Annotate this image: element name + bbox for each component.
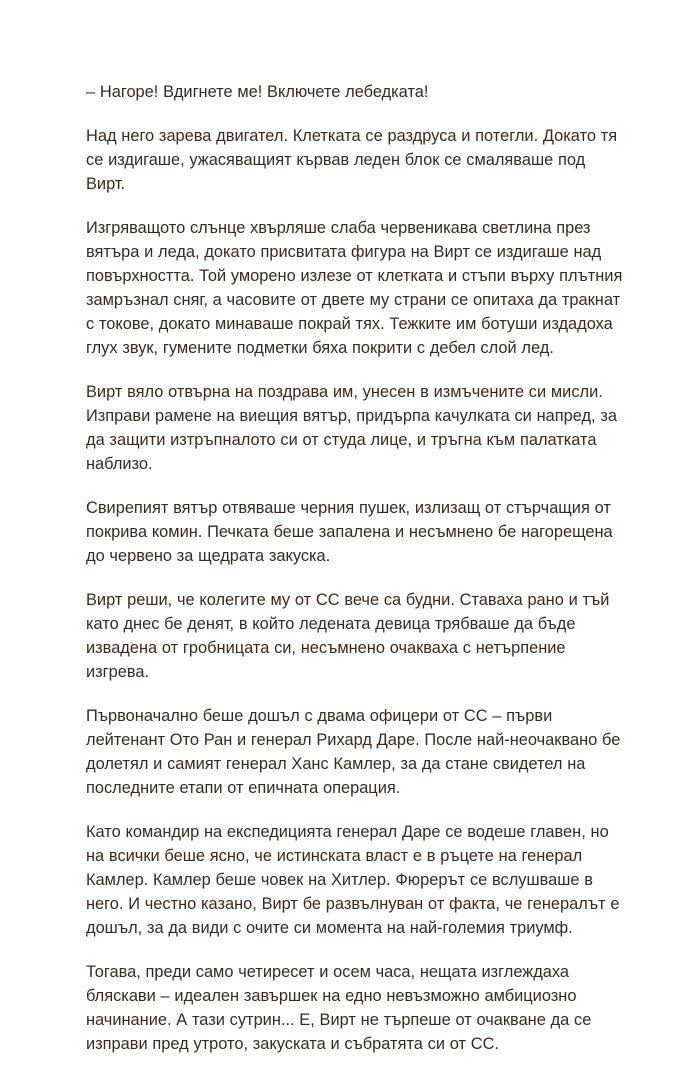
paragraph-7: Първоначално беше дошъл с двама офицери от СС – първи лейтенант Ото Ран и генерал Рихард Даре. После най-неочаквано бе долетял и самият генерал Ханс Камлер, за да стане свидетел на последните етапи от епичната операция.: [86, 707, 621, 797]
paragraph-9: Тогава, преди само четиресет и осем часа, нещата изглеждаха бляскави – идеален завършек на едно невъзможно амбициозно начинание. А тази сутрин... Е, Вирт не търпеше от очакване да се изправи пред утрото, закуската и събратята си от СС.: [86, 963, 592, 1053]
paragraph-5: Свирепият вятър отвяваше черния пушек, излизащ от стърчащия от покрива комин. Печката беше запалена и несъмнено бе нагорещена до червено за щедрата закуска.: [86, 499, 613, 565]
paragraph-6: Вирт реши, че колегите му от СС вече са будни. Ставаха рано и тъй като днес бе денят, в който ледената девица трябваше да бъде извадена от гробницата си, несъмнено очакваха с нетърпение изгрева.: [86, 591, 610, 681]
paragraph-1: – Нагоре! Вдигнете ме! Включете лебедката!: [86, 83, 429, 101]
paragraph-2: Над него зарева двигател. Клетката се раздруса и потегли. Докато тя се издигаше, ужасяващият кървав леден блок се смаляваше под Вирт.: [86, 127, 618, 193]
page-body-text: [86, 80, 626, 1076]
paragraph-8: Като командир на експедицията генерал Даре се водеше главен, но на всички беше ясно, че истинската власт е в ръцете на генерал Камлер. Камлер беше човек на Хитлер. Фюрерът се вслушваше в него. И честно казано, Вирт бе развълнуван от факта, че генералът е дошъл, за да види с очите си момента на най-големия триумф.: [86, 823, 620, 937]
paragraph-3: Изгряващото слънце хвърляше слаба червеникава светлина през вятъра и леда, докато присвитата фигура на Вирт се издигаше над повърхността. Той уморено излезе от клетката и стъпи върху плътния замръзнал сняг, а часовите от двете му страни се опитаха да тракнат с токове, докато минаваше покрай тях. Тежките им ботуши издадоха глух звук, гумените подметки бяха покрити с дебел слой лед.: [86, 219, 623, 357]
paragraph-4: Вирт вяло отвърна на поздрава им, унесен в измъчените си мисли. Изправи рамене на виещия вятър, придърпа качулката си напред, за да защити изтръпналото си от студа лице, и тръгна към палатката наблизо.: [86, 383, 617, 473]
